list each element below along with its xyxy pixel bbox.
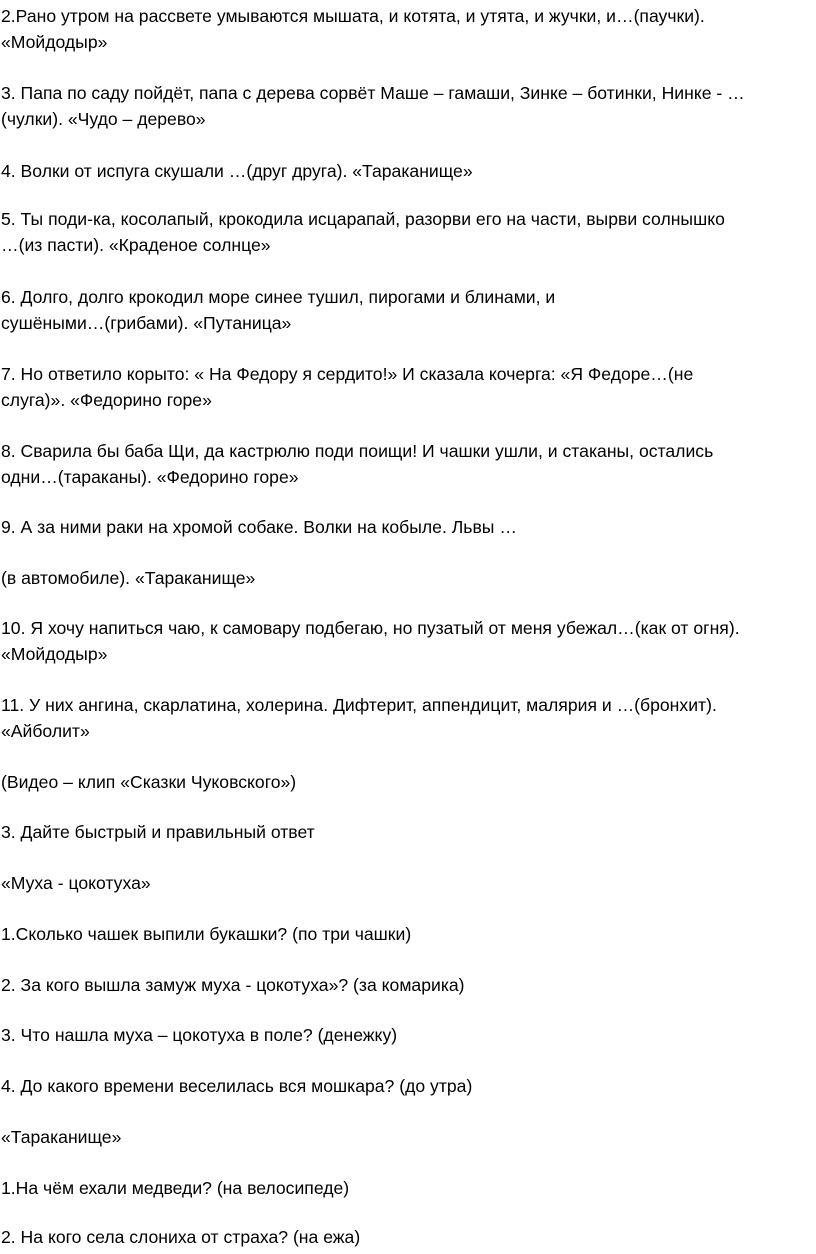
paragraph-line: (Видео – клип «Сказки Чуковского»)	[1, 772, 297, 792]
paragraph-9	[1, 565, 806, 591]
paragraph-line: 4. До какого времени веселилась вся мошкара? (до утра)	[1, 1076, 473, 1096]
paragraph-line: слуга)». «Федорино горе»	[1, 390, 212, 410]
paragraph-line: 8. Сварила бы баба Щи, да кастрюлю поди поищи! И чашки ушли, и стаканы, остались	[1, 441, 714, 461]
paragraph-4	[1, 206, 806, 258]
paragraph-line: 2. На кого села слониха от страха? (на ежа)	[1, 1227, 361, 1247]
paragraph-line: 1.Сколько чашек выпили букашки? (по три чашки)	[1, 924, 412, 944]
question-1	[1, 1175, 806, 1201]
paragraph-line: 3. Папа по саду пойдёт, папа с дерева сорвёт Маше – гамаши, Зинке – ботинки, Нинке - …	[1, 83, 745, 103]
paragraph-1	[1, 3, 806, 55]
paragraph-line: 9. А за ними раки на хромой собаке. Волки на кобыле. Львы …	[1, 517, 517, 537]
paragraph-12	[1, 769, 806, 795]
paragraph-2	[1, 80, 806, 132]
paragraph-line: 11. У них ангина, скарлатина, холерина. Дифтерит, аппендицит, малярия и …(бронхит).	[1, 695, 717, 715]
paragraph-line: (чулки). «Чудо – дерево»	[1, 109, 206, 129]
paragraph-line: «Мойдодыр»	[1, 32, 108, 52]
paragraph-line: (в автомобиле). «Тараканище»	[1, 568, 256, 588]
paragraph-7	[1, 438, 806, 490]
paragraph-line: 6. Долго, долго крокодил море синее тушил, пирогами и блинами, и	[1, 287, 556, 307]
question-2	[1, 972, 806, 998]
subsection-title	[1, 1124, 806, 1150]
question-2	[1, 1224, 806, 1250]
paragraph-line: 1.На чём ехали медведи? (на велосипеде)	[1, 1178, 350, 1198]
paragraph-line: одни…(тараканы). «Федорино горе»	[1, 467, 299, 487]
paragraph-10	[1, 615, 806, 667]
question-4	[1, 1073, 806, 1099]
section-heading	[1, 819, 806, 845]
paragraph-8	[1, 514, 806, 540]
paragraph-line: сушёными…(грибами). «Путаница»	[1, 313, 292, 333]
paragraph-line: 7. Но ответило корыто: « На Федору я сердито!» И сказала кочерга: «Я Федоре…(не	[1, 364, 694, 384]
paragraph-line: «Мойдодыр»	[1, 644, 108, 664]
paragraph-line: …(из пасти). «Краденое солнце»	[1, 235, 271, 255]
paragraph-line: «Айболит»	[1, 721, 90, 741]
paragraph-line: 3. Что нашла муха – цокотуха в поле? (денежку)	[1, 1025, 398, 1045]
paragraph-line: 2. За кого вышла замуж муха - цокотуха»? (за комарика)	[1, 975, 465, 995]
paragraph-5	[1, 284, 806, 336]
paragraph-line: 2.Рано утром на рассвете умываются мышата, и котята, и утята, и жучки, и…(паучки).	[1, 6, 705, 26]
paragraph-11	[1, 692, 806, 744]
subsection-title	[1, 870, 806, 896]
paragraph-6	[1, 361, 806, 413]
question-3	[1, 1022, 806, 1048]
paragraph-line: 5. Ты поди-ка, косолапый, крокодила исцарапай, разорви его на части, вырви солнышко	[1, 209, 725, 229]
paragraph-line: «Муха - цокотуха»	[1, 873, 151, 893]
question-1	[1, 921, 806, 947]
paragraph-3	[1, 158, 806, 184]
paragraph-line: «Тараканище»	[1, 1127, 122, 1147]
paragraph-line: 4. Волки от испуга скушали …(друг друга). «Тараканище»	[1, 161, 473, 181]
paragraph-line: 10. Я хочу напиться чаю, к самовару подбегаю, но пузатый от меня убежал…(как от огня).	[1, 618, 740, 638]
paragraph-line: 3. Дайте быстрый и правильный ответ	[1, 822, 315, 842]
